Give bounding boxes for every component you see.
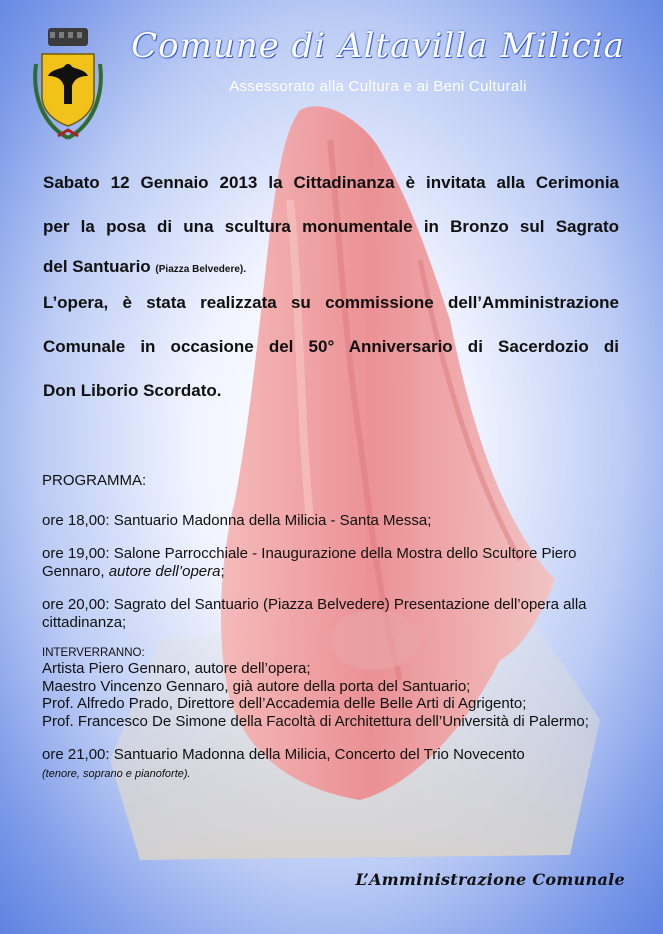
program-item-text: ore 19,00: Salone Parrocchiale - Inaugurazione della Mostra dello Scultore Piero Gennaro,	[42, 545, 577, 580]
speakers-list	[42, 660, 632, 730]
interventions-heading: INTERVERRANNO:	[42, 647, 145, 659]
program-item: ore 20,00: Sagrato del Santuario (Piazza Belvedere) Presentazione dell’opera alla cittadinanza;	[42, 596, 587, 631]
closing-signature: L’Amministrazione Comunale	[355, 870, 625, 889]
program-item-note-end: .	[187, 767, 191, 780]
coat-of-arms-icon	[28, 24, 108, 144]
program-item-note-line	[42, 764, 632, 784]
program-heading: PROGRAMMA:	[42, 472, 147, 489]
intro-text	[43, 172, 619, 402]
speaker-item: Artista Piero Gennaro, autore dell’opera;	[42, 660, 311, 677]
program-item: ore 21,00: Santuario Madonna della Milicia, Concerto del Trio Novecento	[42, 746, 525, 763]
program-item-note: (tenore, soprano e pianoforte)	[42, 767, 188, 780]
intro-line-text: del Santuario	[43, 257, 151, 276]
program-section	[42, 472, 632, 783]
municipality-title: Comune di Altavilla Milicia	[131, 26, 625, 66]
program-item-italic: autore dell’opera	[108, 562, 221, 580]
speaker-item: Maestro Vincenzo Gennaro, già autore della porta del Santuario;	[42, 677, 471, 695]
intro-line: Comunale in occasione del 50° Anniversario di Sacerdozio di	[43, 337, 619, 356]
intro-line	[43, 256, 619, 292]
location-note: (Piazza Belvedere).	[155, 264, 247, 275]
speaker-item: Prof. Alfredo Prado, Direttore dell’Accademia delle Belle Arti di Agrigento;	[42, 695, 527, 712]
program-item-text: ;	[220, 562, 225, 580]
intro-line: Sabato 12 Gennaio 2013 la Cittadinanza è invitata alla Cerimonia	[43, 173, 619, 192]
program-item	[42, 545, 632, 580]
intro-line: L’opera, è stata realizzata su commissione dell’Amministrazione	[43, 293, 619, 312]
intro-line: Don Liborio Scordato.	[43, 381, 222, 400]
department-subtitle: Assessorato alla Cultura e ai Beni Culturali	[229, 78, 527, 95]
intro-line: per la posa di una scultura monumentale in Bronzo sul Sagrato	[43, 217, 619, 236]
speaker-item: Prof. Francesco De Simone della Facoltà di Architettura dell’Università di Palermo;	[42, 712, 589, 730]
program-item: ore 18,00: Santuario Madonna della Milicia - Santa Messa;	[42, 511, 432, 529]
